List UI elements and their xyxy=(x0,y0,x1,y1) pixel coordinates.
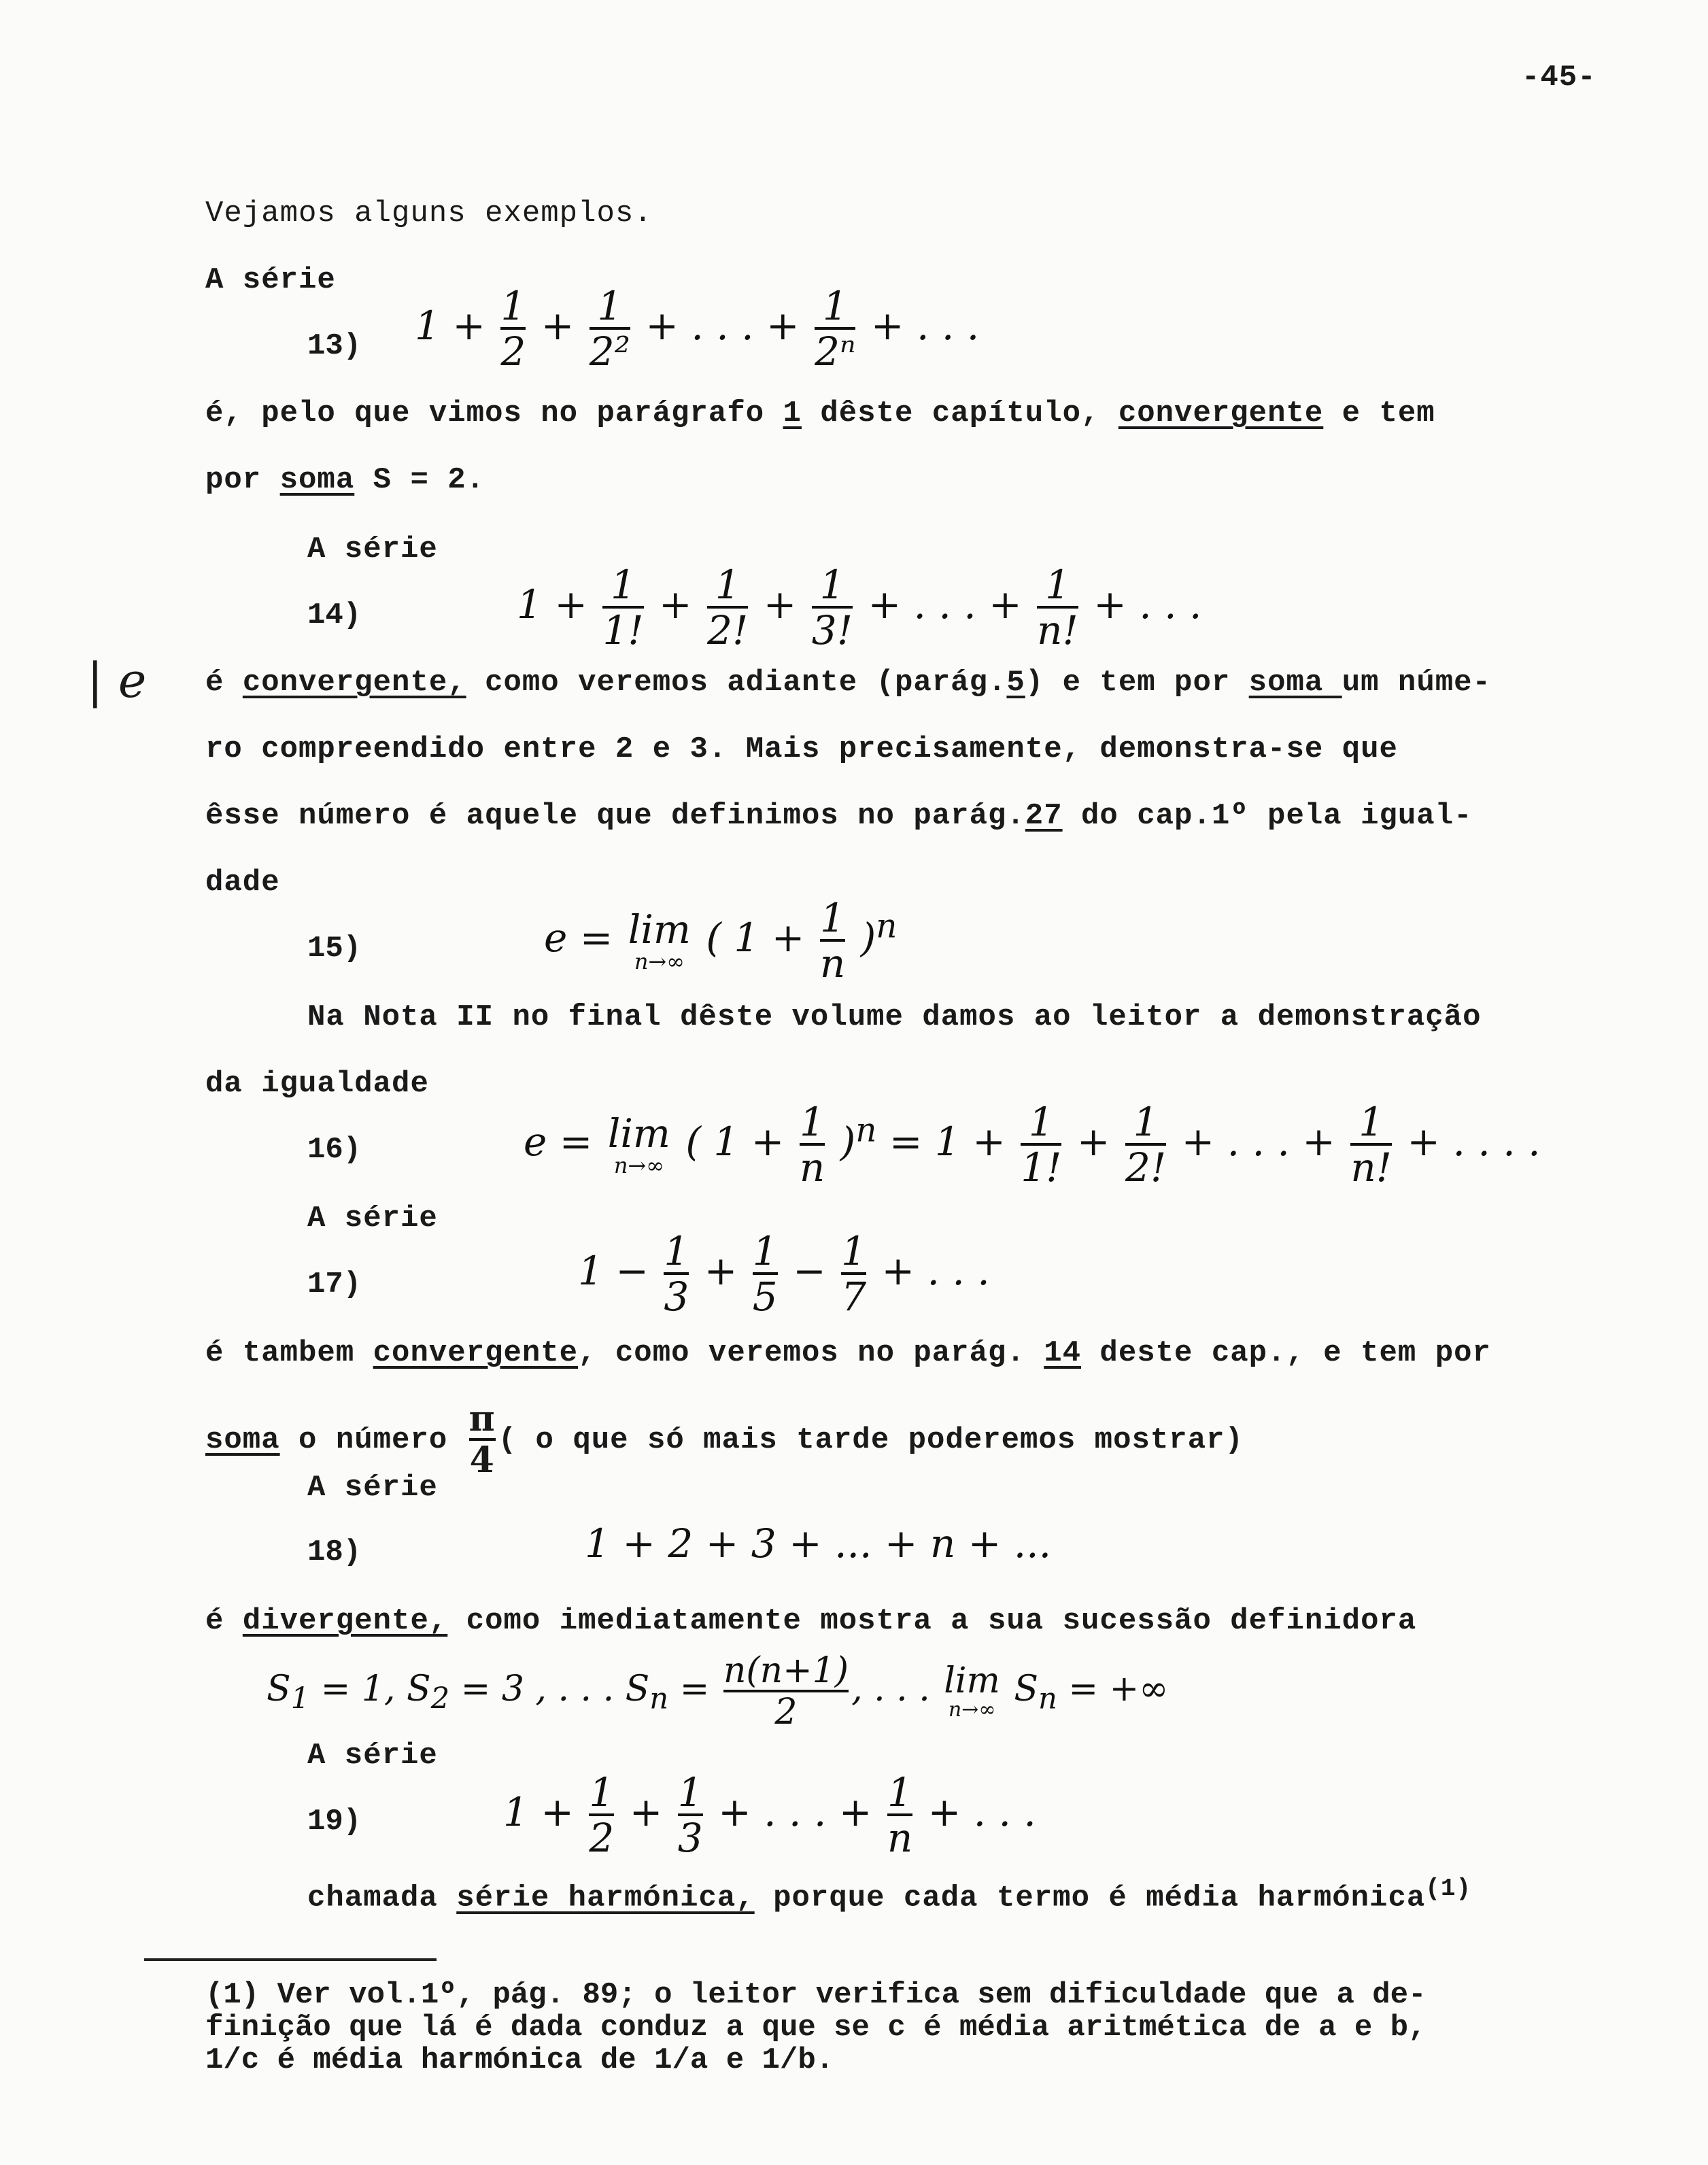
paragraph-19: chamada série harmónica, porque cada termo é média harmónica$^{(1)}$ xyxy=(307,1875,1472,1915)
paragraph-13: é, pelo que vimos no parágrafo 1 dêste capítulo, convergente e tem xyxy=(205,396,1435,430)
equation-label-15: 15) xyxy=(307,932,362,966)
equation-label-18: 18) xyxy=(307,1535,362,1569)
equation-label-19: 19) xyxy=(307,1805,362,1839)
paragraph-14-line4: dade xyxy=(205,866,280,900)
serie-heading-2: A série xyxy=(307,532,438,566)
equation-13: 1 + $\frac{1}{2}$ + $\frac{1}{\text{2²}}$ + . . . + $\frac{1}{\text{2ⁿ}}$ + . . . xyxy=(415,283,980,375)
serie-heading-4: A série xyxy=(307,1471,438,1505)
nota-line-2: da igualdade xyxy=(205,1067,429,1101)
serie-heading-5: A série xyxy=(307,1739,438,1773)
footnote-rule xyxy=(144,1958,437,1961)
intro-line: Vejamos alguns exemplos. xyxy=(205,197,653,231)
equation-17: 1 − $\frac{1}{3}$ + $\frac{1}{5}$ − $\frac{1}{7}$ + . . . xyxy=(578,1228,990,1320)
nota-line: Na Nota II no final dêste volume damos ao leitor a demonstração xyxy=(307,1000,1482,1034)
footnote-line-3: 1/c é média harmónica de 1/a e 1/b. xyxy=(205,2043,834,2077)
serie-heading-1: A série xyxy=(205,263,336,297)
paragraph-17-line2: soma o número $\frac{\pi}{4}$ ( o que só mais tarde poderemos mostrar) xyxy=(205,1398,1244,1481)
footnote-line-2: finição que lá é dada conduz a que se c é média aritmética de a e b, xyxy=(205,2011,1427,2045)
footnote-line-1: (1) Ver vol.1º, pág. 89; o leitor verifica sem dificuldade que a de- xyxy=(205,1978,1427,2012)
paragraph-14: é convergente, como veremos adiante (parág.5) e tem por soma um núme- xyxy=(205,666,1491,700)
equation-16: e = lim n→∞ ( 1 + $\frac{1}{n}$ )$^n$ = 1 + $\frac{1}{1!}$ + $\frac{1}{2!}$ + . . . + $\frac{1}{n!}$ + . . . . xyxy=(524,1099,1541,1191)
paragraph-17: é tambem convergente, como veremos no parág. 14 deste cap., e tem por xyxy=(205,1336,1491,1370)
page-number: -45- xyxy=(1522,61,1596,95)
equation-label-17: 17) xyxy=(307,1267,362,1301)
margin-handwritten-mark: | e xyxy=(87,653,147,709)
equation-19: 1 + $\frac{1}{2}$ + $\frac{1}{3}$ + . . . + $\frac{1}{n}$ + . . . xyxy=(503,1769,1036,1861)
serie-heading-3: A série xyxy=(307,1201,438,1235)
paragraph-13-cont: por soma S = 2. xyxy=(205,463,485,497)
equation-label-13: 13) xyxy=(307,329,362,363)
paragraph-14-line2: ro compreendido entre 2 e 3. Mais precisamente, demonstra-se que xyxy=(205,732,1398,766)
paragraph-14-line3: êsse número é aquele que definimos no parág.27 do cap.1º pela igual- xyxy=(205,799,1473,833)
equation-18: 1 + 2 + 3 + ... + n + ... xyxy=(585,1520,1052,1567)
sequence-definition: $S_1 = 1$, $S_2 = 3$ , . . . $S_n$ = $\frac{n(n+1)}{2}$ , . . . lim n→∞ $S_n$ = +∞ xyxy=(267,1650,1169,1733)
equation-label-16: 16) xyxy=(307,1133,362,1167)
equation-15: e = lim n→∞ ( 1 + $\frac{1}{n}$ )$^n$ xyxy=(544,895,898,987)
paragraph-18: é divergente, como imediatamente mostra a sua sucessão definidora xyxy=(205,1604,1417,1638)
equation-14: 1 + $\frac{1}{1!}$ + $\frac{1}{2!}$ + $\frac{1}{3!}$ + . . . + $\frac{1}{n!}$ + . . . xyxy=(517,562,1202,653)
equation-label-14: 14) xyxy=(307,598,362,632)
